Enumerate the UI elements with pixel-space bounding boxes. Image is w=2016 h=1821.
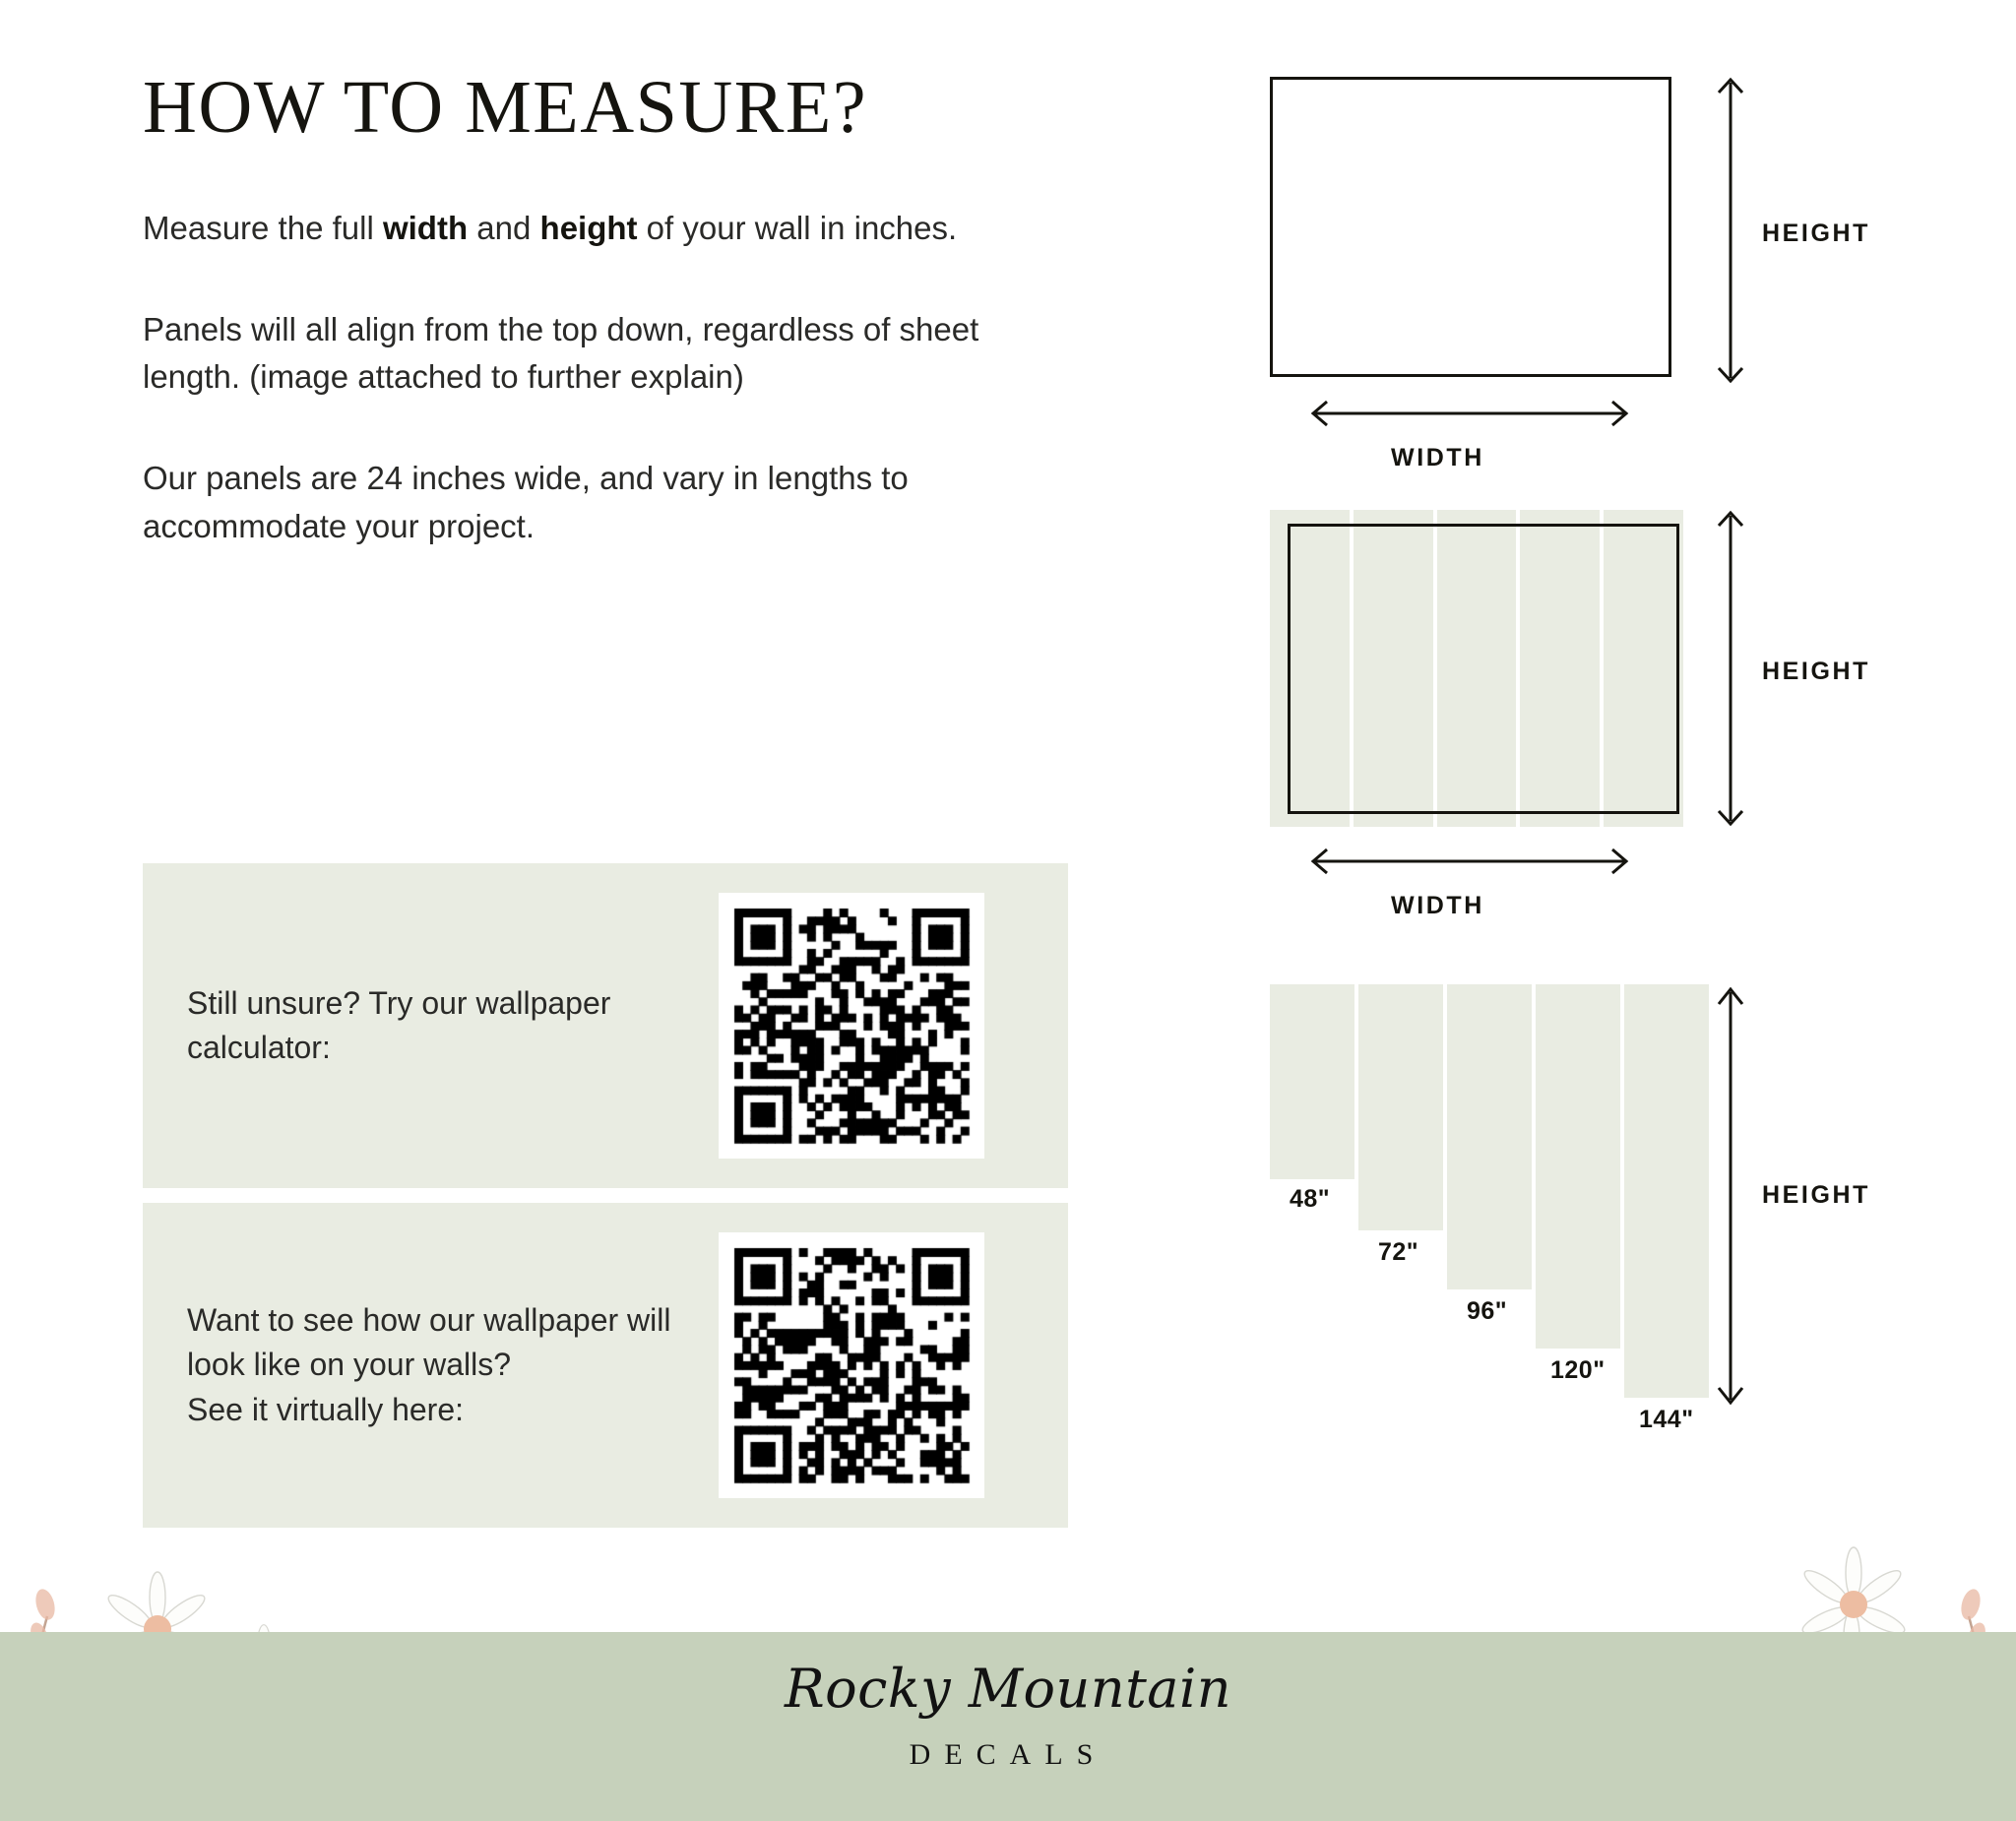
panel-length-bar — [1358, 984, 1443, 1230]
width-arrow-icon — [1307, 845, 1632, 878]
panel-length-label-48: 48" — [1290, 1185, 1331, 1213]
qr-code-virtual-preview[interactable] — [719, 1232, 984, 1498]
content-column — [143, 66, 1058, 604]
wall-width-label: WIDTH — [1391, 444, 1484, 471]
panel-length-label-96: 96" — [1467, 1297, 1508, 1325]
qr-panel-virtual-preview-line2: See it virtually here: — [187, 1391, 465, 1427]
qr-panel-virtual-preview[interactable] — [143, 1203, 1068, 1528]
height-arrow-icon — [1711, 984, 1750, 1408]
panel-length-label-144: 144" — [1639, 1406, 1694, 1433]
diagram-panel-layout — [1270, 510, 1959, 919]
wall-rectangle-overlay — [1288, 524, 1679, 814]
panel-length-bar — [1624, 984, 1709, 1398]
qr-panel-calculator-label: Still unsure? Try our wallpaper calculator: — [187, 984, 611, 1065]
paragraph-bold-height: height — [539, 209, 638, 246]
panel-length-label-120: 120" — [1550, 1356, 1606, 1384]
diagram-wall-measurements — [1270, 77, 1959, 471]
paragraph-measure-part1: Measure the full — [143, 209, 383, 246]
paragraph-measure — [143, 205, 1029, 253]
qr-panel-calculator[interactable] — [143, 863, 1068, 1188]
width-arrow-icon — [1307, 397, 1632, 430]
panel-length-bar — [1447, 984, 1532, 1289]
panels-width-label: WIDTH — [1391, 892, 1484, 919]
brand-subtitle: DECALS — [909, 1738, 1107, 1771]
page-title: HOW TO MEASURE? — [143, 66, 868, 149]
paragraph-panel-width: Our panels are 24 inches wide, and vary in lengths to accommodate your project. — [143, 460, 909, 545]
height-arrow-icon — [1711, 510, 1750, 827]
paragraph-bold-width: width — [382, 209, 469, 246]
footer-band — [0, 1632, 2016, 1821]
brand-name: Rocky Mountain — [784, 1658, 1232, 1720]
panels-height-label: HEIGHT — [1762, 658, 1871, 685]
height-arrow-icon — [1711, 77, 1750, 384]
panel-length-label-72: 72" — [1378, 1238, 1419, 1266]
lengths-height-label: HEIGHT — [1762, 1181, 1871, 1209]
panel-length-bar — [1270, 984, 1354, 1179]
panel-length-bar — [1536, 984, 1620, 1349]
wall-height-label: HEIGHT — [1762, 220, 1871, 247]
wall-rectangle — [1270, 77, 1671, 377]
paragraph-measure-part3: of your wall in inches. — [637, 209, 958, 246]
paragraph-measure-part2: and — [468, 209, 540, 246]
qr-panel-virtual-preview-label — [143, 1298, 709, 1432]
paragraph-alignment: Panels will all align from the top down, regardless of sheet length. (image attached to further explain) — [143, 310, 979, 396]
diagram-panel-lengths — [1270, 984, 1959, 1545]
qr-panel-virtual-preview-line1: Want to see how our wallpaper will look like on your walls? — [187, 1301, 671, 1383]
qr-code-wallpaper-calculator[interactable] — [719, 893, 984, 1159]
